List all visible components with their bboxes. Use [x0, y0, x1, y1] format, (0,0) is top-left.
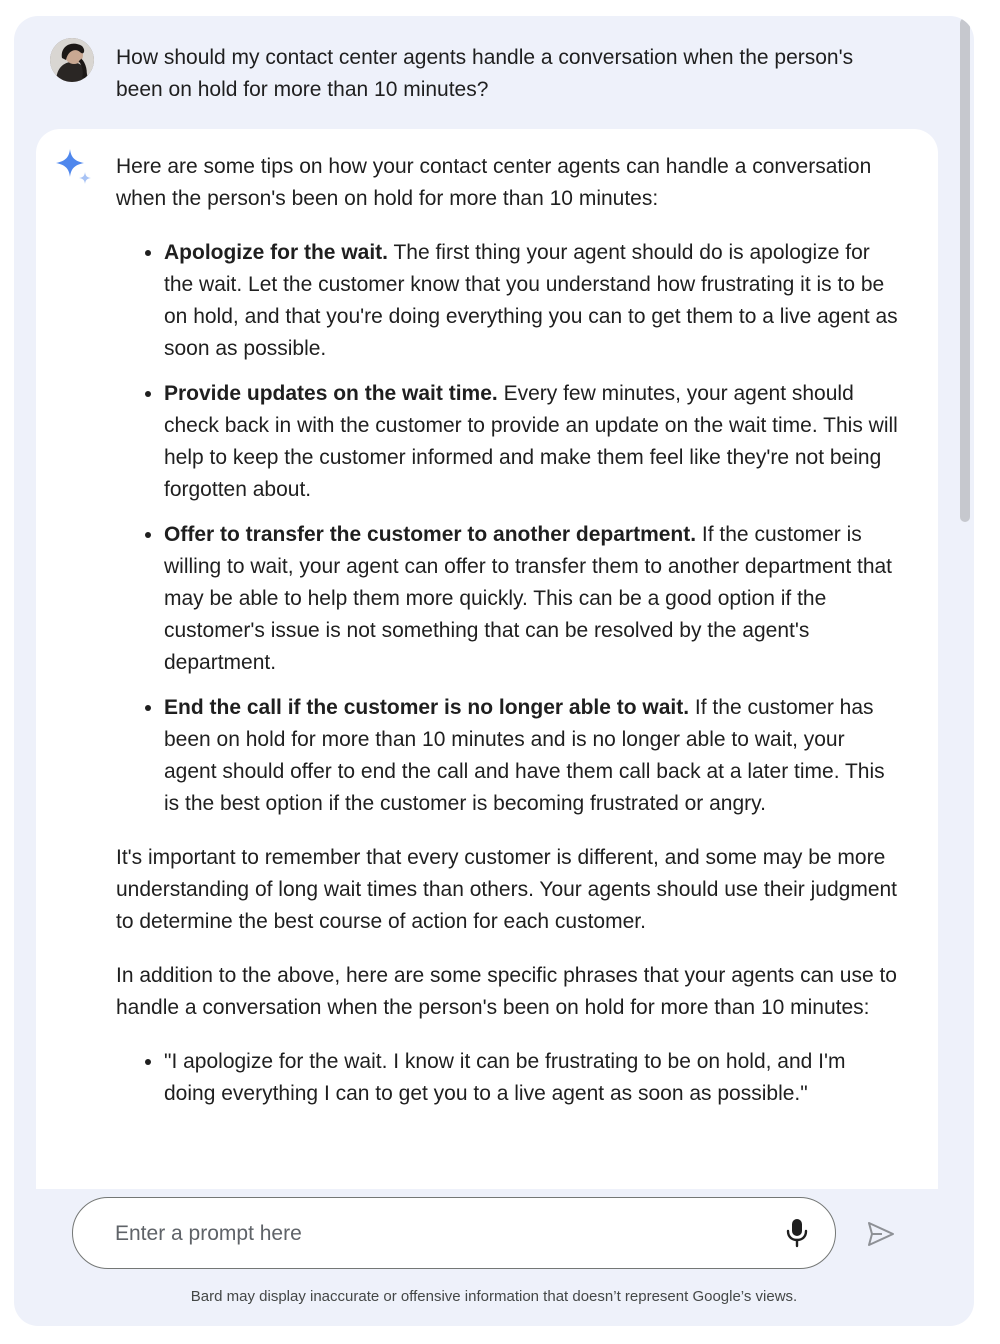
chat-window — [14, 16, 974, 1326]
bard-response — [36, 129, 938, 1189]
tip-text: If the customer is willing to wait, your agent can offer to transfer them to another department that may be able to help them more quickly. This can be a good option if the customer's issue is not something that can be resolved by the agent's department. — [164, 523, 893, 674]
scrollbar[interactable] — [958, 18, 970, 1258]
user-avatar[interactable] — [50, 38, 94, 82]
tip-title: Apologize for the wait. — [164, 241, 388, 264]
tip-text: Every few minutes, your agent should check back in with the customer to provide an update on the wait time. This will help to keep the customer informed and make them feel like they're not being forgotten about. — [164, 382, 898, 501]
send-icon[interactable] — [866, 1219, 896, 1249]
scrollbar-thumb[interactable] — [960, 18, 970, 522]
response-body — [116, 151, 901, 1132]
list-item — [164, 692, 901, 820]
tip-title: Offer to transfer the customer to another department. — [164, 523, 697, 546]
user-prompt-text: How should my contact center agents handle a conversation when the person's been on hold for more than 10 minutes? — [116, 46, 854, 101]
tips-list — [116, 237, 901, 820]
list-item: • "I apologize for the wait. I know it can be frustrating to be on hold, and I'm doing everything I can to get you to a live agent as soon as possible." — [164, 1046, 901, 1110]
tip-text: The first thing your agent should do is apologize for the wait. Let the customer know that you understand how frustrating it is to be on hold, and that you're doing everything you can to get them to a live agent as soon as possible. — [164, 241, 898, 360]
tip-title: Provide updates on the wait time. — [164, 382, 498, 405]
list-item — [164, 519, 901, 679]
response-paragraph: It's important to remember that every customer is different, and some may be more understanding of long wait times than others. Your agents should use their judgment to determine the best course of action for each customer. — [116, 846, 898, 933]
prompt-bar — [72, 1197, 836, 1269]
microphone-icon[interactable] — [783, 1218, 811, 1248]
tip-text: If the customer has been on hold for more than 10 minutes and is no longer able to wait, your agent should offer to end the call and have them call back at a later time. This is the best option if the customer is becoming frustrated or angry. — [164, 696, 885, 815]
response-paragraph: In addition to the above, here are some specific phrases that your agents can use to handle a conversation when the person's been on hold for more than 10 minutes: — [116, 964, 897, 1019]
bard-sparkle-icon — [54, 147, 94, 187]
tip-title: End the call if the customer is no longer able to wait. — [164, 696, 690, 719]
list-item — [164, 237, 901, 365]
list-item — [164, 378, 901, 506]
prompt-input[interactable] — [113, 1198, 737, 1269]
response-intro: Here are some tips on how your contact center agents can handle a conversation when the person's been on hold for more than 10 minutes: — [116, 155, 872, 210]
disclaimer: Bard may display inaccurate or offensive information that doesn’t represent Google’s views. — [190, 1288, 798, 1305]
phrases-list — [116, 1046, 901, 1110]
